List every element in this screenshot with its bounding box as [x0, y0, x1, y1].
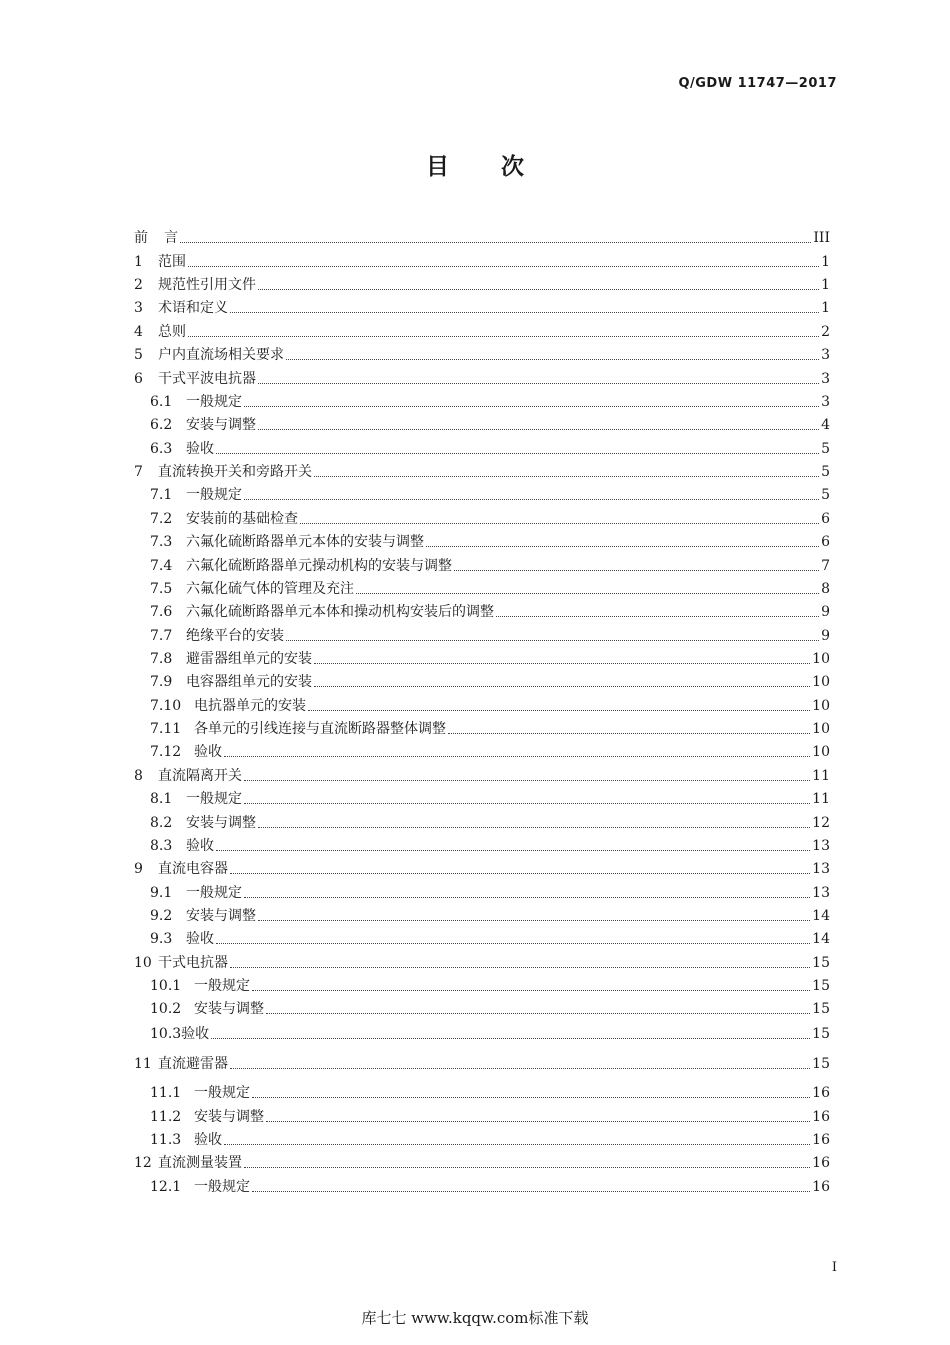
toc-entry[interactable] [150, 649, 830, 669]
toc-entry-page: 13 [812, 885, 830, 901]
toc-entry-number: 9.3 [150, 931, 173, 947]
toc-entry-number: 5 [134, 347, 143, 363]
toc-entry-page: 6 [821, 511, 830, 527]
toc-entry-page: 10 [812, 651, 830, 667]
toc-entry-page: 16 [812, 1085, 830, 1101]
toc-leader-dots [286, 358, 819, 360]
toc-entry[interactable] [134, 1153, 830, 1173]
toc-entry[interactable] [150, 1177, 830, 1197]
toc-entry-number: 6.2 [150, 417, 173, 433]
toc-entry-number: 6.3 [150, 441, 173, 457]
toc-entry[interactable] [150, 1107, 830, 1127]
toc-entry-number: 7.12 [150, 744, 182, 760]
toc-leader-dots [266, 1012, 810, 1014]
toc-entry-title: 绝缘平台的安装 [186, 628, 284, 644]
toc-entry[interactable] [150, 976, 830, 996]
toc-entry-number: 7 [134, 464, 143, 480]
page-number: I [831, 1260, 837, 1275]
toc-leader-dots [252, 989, 810, 991]
toc-entry[interactable] [134, 345, 830, 365]
toc-entry-title: 安装与调整 [194, 1001, 264, 1017]
toc-entry-page: 5 [821, 464, 830, 480]
toc-leader-dots [314, 685, 810, 687]
toc-entry-page: 10 [812, 721, 830, 737]
toc-entry-page: 1 [821, 300, 830, 316]
toc-entry-number: 7.5 [150, 581, 173, 597]
toc-entry-page: 9 [821, 604, 830, 620]
toc-entry-title: 安装与调整 [186, 815, 256, 831]
toc-entry-number: 7.6 [150, 604, 173, 620]
toc-leader-dots [258, 919, 810, 921]
toc-entry-title: 规范性引用文件 [158, 277, 256, 293]
toc-entry[interactable] [150, 415, 830, 435]
toc-entry[interactable] [150, 602, 830, 622]
toc-leader-dots [230, 872, 810, 874]
toc-leader-dots [188, 265, 819, 267]
toc-entry-title: 直流测量装置 [158, 1155, 242, 1171]
toc-entry-page: 16 [812, 1132, 830, 1148]
toc-entry-title: 直流转换开关和旁路开关 [158, 464, 312, 480]
toc-leader-dots [224, 755, 810, 757]
toc-entry[interactable] [150, 929, 830, 949]
toc-entry-number: 前 [134, 230, 148, 246]
toc-entry-number: 7.3 [150, 534, 173, 550]
toc-leader-dots [244, 802, 810, 804]
toc-leader-dots [230, 966, 810, 968]
toc-entry[interactable] [150, 626, 830, 646]
toc-leader-dots [258, 428, 819, 430]
toc-entry-number: 7.4 [150, 558, 173, 574]
toc-entry-title: 避雷器组单元的安装 [186, 651, 312, 667]
toc-entry-number: 7.8 [150, 651, 173, 667]
toc-leader-dots [448, 732, 810, 734]
toc-leader-dots [244, 896, 810, 898]
toc-leader-dots [258, 288, 819, 290]
toc-leader-dots [252, 1096, 810, 1098]
toc-entry-title: 术语和定义 [158, 300, 228, 316]
toc-entry-page: 1 [821, 254, 830, 270]
toc-leader-dots [252, 1190, 810, 1192]
toc-entry-page: 16 [812, 1179, 830, 1195]
toc-leader-dots [216, 452, 819, 454]
toc-entry-number: 11.1 [150, 1085, 182, 1101]
toc-entry-title: 一般规定 [194, 1179, 250, 1195]
toc-entry-number: 10.2 [150, 1001, 182, 1017]
toc-entry-page: 5 [821, 441, 830, 457]
toc-entry-page: 15 [812, 1026, 830, 1042]
toc-entry-page: 4 [821, 417, 830, 433]
toc-leader-dots [180, 241, 811, 243]
toc-entry-title: 电抗器单元的安装 [194, 698, 306, 714]
toc-entry-number: 4 [134, 324, 143, 340]
toc-entry-page: 16 [812, 1155, 830, 1171]
toc-leader-dots [244, 1166, 810, 1168]
toc-entry-page: 16 [812, 1109, 830, 1125]
toc-entry-title: 六氟化硫气体的管理及充注 [186, 581, 354, 597]
toc-entry-page: 2 [821, 324, 830, 340]
toc-entry-number: 9 [134, 861, 143, 877]
toc-entry-title: 言 [164, 230, 178, 246]
site-watermark: 库七七 www.kqqw.com标准下载 [361, 1309, 589, 1327]
toc-entry[interactable] [150, 906, 830, 926]
toc-entry-title: 各单元的引线连接与直流断路器整体调整 [194, 721, 446, 737]
toc-entry-page: III [813, 230, 830, 246]
toc-entry[interactable] [150, 696, 830, 716]
toc-entry-number: 7.2 [150, 511, 173, 527]
toc-leader-dots [244, 498, 819, 500]
toc-entry-page: 5 [821, 487, 830, 503]
toc-entry-number: 11.3 [150, 1132, 182, 1148]
toc-entry[interactable] [150, 392, 830, 412]
toc-leader-dots [224, 1143, 810, 1145]
toc-entry[interactable] [150, 1130, 830, 1150]
toc-entry[interactable] [150, 509, 830, 529]
toc-leader-dots [216, 942, 810, 944]
toc-entry[interactable] [134, 766, 830, 786]
toc-entry-number: 8.1 [150, 791, 173, 807]
toc-entry-number: 7.11 [150, 721, 182, 737]
toc-entry-number: 12.1 [150, 1179, 182, 1195]
toc-entry-number: 9.2 [150, 908, 173, 924]
toc-leader-dots [258, 382, 819, 384]
toc-entry-number: 7.10 [150, 698, 182, 714]
toc-entry-page: 12 [812, 815, 830, 831]
page-title: 目次 [426, 154, 576, 180]
toc-entry-number: 11 [134, 1056, 152, 1072]
toc-entry-number: 12 [134, 1155, 152, 1171]
toc-entry-title: 安装与调整 [194, 1109, 264, 1125]
toc-entry[interactable] [150, 742, 830, 762]
toc-entry[interactable] [134, 953, 830, 973]
toc-entry[interactable] [134, 1054, 830, 1074]
toc-leader-dots [314, 475, 819, 477]
toc-entry-page: 14 [812, 908, 830, 924]
toc-entry-title: 六氟化硫断路器单元操动机构的安装与调整 [186, 558, 452, 574]
toc-entry-title: 一般规定 [186, 885, 242, 901]
toc-leader-dots [188, 335, 819, 337]
toc-entry-title: 安装与调整 [186, 417, 256, 433]
toc-leader-dots [454, 569, 819, 571]
toc-entry-title: 一般规定 [186, 487, 242, 503]
toc-entry-number: 11.2 [150, 1109, 182, 1125]
toc-entry-title: 安装与调整 [186, 908, 256, 924]
toc-entry-page: 9 [821, 628, 830, 644]
document-code: Q/GDW 11747—2017 [678, 76, 837, 91]
toc-entry-page: 3 [821, 394, 830, 410]
toc-entry-page: 15 [812, 1001, 830, 1017]
toc-entry-title: 验收 [181, 1026, 210, 1042]
toc-leader-dots [244, 779, 810, 781]
toc-entry-number: 2 [134, 277, 143, 293]
toc-entry-title: 六氟化硫断路器单元本体的安装与调整 [186, 534, 424, 550]
toc-entry[interactable] [134, 462, 830, 482]
toc-entry-number: 1 [134, 254, 143, 270]
toc-entry-title: 六氟化硫断路器单元本体和操动机构安装后的调整 [186, 604, 494, 620]
toc-entry[interactable] [134, 252, 830, 272]
toc-entry-number: 7.9 [150, 674, 173, 690]
toc-leader-dots [230, 311, 819, 313]
toc-entry-title: 一般规定 [194, 1085, 250, 1101]
toc-entry-number: 6.1 [150, 394, 173, 410]
toc-entry-number: 9.1 [150, 885, 173, 901]
toc-entry-title: 验收 [194, 744, 222, 760]
toc-leader-dots [266, 1120, 810, 1122]
toc-leader-dots [230, 1067, 810, 1069]
toc-entry[interactable] [150, 813, 830, 833]
toc-entry-title: 直流隔离开关 [158, 768, 242, 784]
toc-entry-page: 15 [812, 978, 830, 994]
toc-entry-page: 7 [821, 558, 830, 574]
toc-entry-page: 10 [812, 698, 830, 714]
toc-entry-number: 10.1 [150, 978, 182, 994]
toc-entry-page: 8 [821, 581, 830, 597]
toc-entry[interactable] [150, 439, 830, 459]
toc-leader-dots [426, 545, 819, 547]
toc-leader-dots [258, 826, 810, 828]
toc-entry[interactable] [150, 883, 830, 903]
toc-entry[interactable] [134, 228, 830, 248]
toc-entry-page: 6 [821, 534, 830, 550]
toc-entry-page: 10 [812, 674, 830, 690]
toc-entry-number: 8.3 [150, 838, 173, 854]
toc-entry-title: 验收 [194, 1132, 222, 1148]
toc-entry-page: 13 [812, 838, 830, 854]
toc-entry[interactable] [150, 672, 830, 692]
toc-entry-title: 范围 [158, 254, 186, 270]
toc-entry-title: 直流电容器 [158, 861, 228, 877]
toc-leader-dots [216, 849, 810, 851]
toc-entry[interactable] [150, 999, 830, 1019]
toc-entry[interactable] [150, 556, 830, 576]
toc-leader-dots [244, 405, 819, 407]
toc-entry-page: 13 [812, 861, 830, 877]
toc-entry-page: 15 [812, 1056, 830, 1072]
toc-leader-dots [286, 639, 819, 641]
toc-entry[interactable] [150, 719, 830, 739]
toc-entry-title: 干式平波电抗器 [158, 371, 256, 387]
toc-entry[interactable] [134, 859, 830, 879]
toc-leader-dots [308, 709, 810, 711]
toc-entry-title: 直流避雷器 [158, 1056, 228, 1072]
toc-entry-page: 14 [812, 931, 830, 947]
toc-entry[interactable] [150, 789, 830, 809]
toc-entry-number: 10 [134, 955, 152, 971]
toc-entry-title: 验收 [186, 838, 214, 854]
toc-entry-title: 安装前的基础检查 [186, 511, 298, 527]
toc-leader-dots [356, 592, 819, 594]
toc-entry-number: 10.3 [150, 1026, 182, 1042]
toc-leader-dots [300, 522, 819, 524]
toc-entry-page: 10 [812, 744, 830, 760]
toc-entry-title: 总则 [158, 324, 186, 340]
toc-entry[interactable] [134, 322, 830, 342]
toc-entry[interactable] [150, 836, 830, 856]
toc-entry-number: 7.7 [150, 628, 173, 644]
toc-leader-dots [211, 1037, 810, 1039]
toc-leader-dots [496, 615, 819, 617]
toc-entry[interactable] [150, 1024, 830, 1044]
toc-entry[interactable] [150, 579, 830, 599]
toc-entry-number: 8.2 [150, 815, 173, 831]
toc-leader-dots [314, 662, 810, 664]
toc-entry[interactable] [134, 369, 830, 389]
toc-entry-title: 验收 [186, 441, 214, 457]
toc-entry-page: 11 [812, 768, 830, 784]
toc-entry[interactable] [150, 1083, 830, 1103]
toc-entry-title: 一般规定 [194, 978, 250, 994]
toc-entry-page: 15 [812, 955, 830, 971]
toc-entry-title: 电容器组单元的安装 [186, 674, 312, 690]
toc-entry-title: 户内直流场相关要求 [158, 347, 284, 363]
toc-entry-page: 3 [821, 347, 830, 363]
toc-entry-number: 7.1 [150, 487, 173, 503]
toc-entry-title: 一般规定 [186, 394, 242, 410]
toc-entry-number: 3 [134, 300, 143, 316]
toc-entry-title: 一般规定 [186, 791, 242, 807]
toc-entry[interactable] [134, 275, 830, 295]
toc-entry-page: 3 [821, 371, 830, 387]
toc-entry[interactable] [150, 485, 830, 505]
toc-entry-page: 11 [812, 791, 830, 807]
toc-entry-title: 干式电抗器 [158, 955, 228, 971]
toc-entry-page: 1 [821, 277, 830, 293]
toc-entry-title: 验收 [186, 931, 214, 947]
toc-entry[interactable] [150, 532, 830, 552]
toc-entry[interactable] [134, 298, 830, 318]
toc-entry-number: 6 [134, 371, 143, 387]
toc-entry-number: 8 [134, 768, 143, 784]
